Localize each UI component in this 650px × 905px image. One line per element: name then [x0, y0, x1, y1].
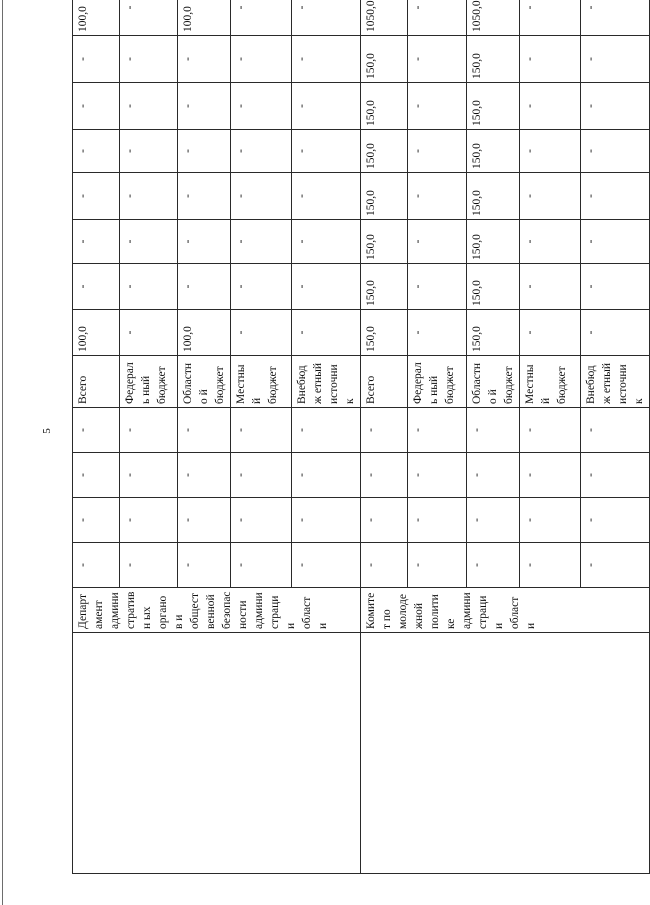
value-cell: -: [408, 264, 467, 310]
value-cell: -: [73, 83, 120, 130]
value-cell: -: [408, 173, 467, 220]
value-cell: -: [520, 220, 581, 264]
funding-source-cell: Внебюдж етный источник: [581, 356, 650, 408]
value-cell: -: [361, 453, 408, 498]
funding-source-cell: Всего: [73, 356, 120, 408]
value-cell: 100,0: [73, 0, 120, 36]
value-cell: -: [581, 83, 650, 130]
value-cell: -: [520, 130, 581, 173]
budget-table: [72, 0, 650, 874]
funding-source-cell: Внебюдж етный источник: [292, 356, 361, 408]
value-cell: -: [120, 83, 178, 130]
value-cell: -: [520, 498, 581, 543]
department-cell: Комитет по молодежной политике администрации области: [361, 588, 650, 633]
value-cell: -: [408, 408, 467, 453]
value-cell: 150,0: [467, 264, 520, 310]
value-cell: -: [178, 130, 231, 173]
value-cell: 100,0: [178, 310, 231, 356]
blank-cell: [73, 633, 361, 874]
value-cell: 100,0: [73, 310, 120, 356]
value-cell: -: [292, 408, 361, 453]
value-cell: -: [178, 453, 231, 498]
value-cell: -: [120, 264, 178, 310]
value-cell: 150,0: [361, 220, 408, 264]
value-cell: -: [178, 220, 231, 264]
value-cell: -: [408, 0, 467, 36]
value-cell: -: [120, 453, 178, 498]
value-cell: -: [520, 173, 581, 220]
value-cell: -: [292, 83, 361, 130]
value-cell: -: [292, 264, 361, 310]
value-cell: -: [408, 498, 467, 543]
value-cell: -: [361, 498, 408, 543]
value-cell: -: [520, 453, 581, 498]
value-cell: -: [231, 83, 292, 130]
value-cell: -: [581, 543, 650, 588]
value-cell: -: [73, 130, 120, 173]
value-cell: -: [231, 310, 292, 356]
value-cell: 150,0: [467, 130, 520, 173]
value-cell: 1050,0: [361, 0, 408, 36]
value-cell: -: [467, 498, 520, 543]
value-cell: -: [292, 0, 361, 36]
funding-source-cell: Федераль ный бюджет: [120, 356, 178, 408]
value-cell: -: [178, 498, 231, 543]
funding-source-cell: Местный бюджет: [520, 356, 581, 408]
value-cell: -: [231, 543, 292, 588]
value-cell: -: [120, 173, 178, 220]
value-cell: 150,0: [361, 36, 408, 83]
value-cell: -: [178, 408, 231, 453]
rotated-page-content: [72, 0, 645, 874]
value-cell: 150,0: [467, 310, 520, 356]
value-cell: -: [120, 498, 178, 543]
value-cell: -: [581, 408, 650, 453]
value-cell: -: [120, 310, 178, 356]
value-cell: -: [231, 498, 292, 543]
value-cell: -: [231, 0, 292, 36]
value-cell: -: [120, 543, 178, 588]
value-cell: 150,0: [467, 220, 520, 264]
value-cell: -: [231, 264, 292, 310]
value-cell: -: [408, 220, 467, 264]
value-cell: 150,0: [361, 264, 408, 310]
value-cell: -: [520, 408, 581, 453]
blank-cell: [361, 633, 650, 874]
value-cell: -: [292, 498, 361, 543]
value-cell: -: [73, 173, 120, 220]
value-cell: -: [581, 264, 650, 310]
value-cell: -: [520, 36, 581, 83]
funding-source-cell: Областно й бюджет: [467, 356, 520, 408]
page-edge-line: [2, 0, 3, 905]
value-cell: -: [520, 83, 581, 130]
value-cell: -: [467, 453, 520, 498]
value-cell: -: [231, 130, 292, 173]
table-row: [73, 0, 120, 874]
value-cell: -: [581, 498, 650, 543]
value-cell: -: [292, 310, 361, 356]
value-cell: 150,0: [361, 310, 408, 356]
value-cell: 150,0: [467, 173, 520, 220]
value-cell: -: [120, 408, 178, 453]
value-cell: -: [73, 543, 120, 588]
value-cell: -: [292, 220, 361, 264]
value-cell: -: [467, 543, 520, 588]
value-cell: -: [231, 408, 292, 453]
value-cell: -: [581, 130, 650, 173]
value-cell: -: [178, 264, 231, 310]
value-cell: 150,0: [361, 83, 408, 130]
value-cell: 150,0: [361, 173, 408, 220]
value-cell: 1050,0: [467, 0, 520, 36]
value-cell: -: [120, 130, 178, 173]
value-cell: -: [73, 36, 120, 83]
value-cell: 150,0: [467, 83, 520, 130]
table-row: [361, 0, 408, 874]
value-cell: -: [361, 543, 408, 588]
value-cell: -: [231, 173, 292, 220]
value-cell: -: [361, 408, 408, 453]
value-cell: -: [408, 310, 467, 356]
value-cell: -: [520, 543, 581, 588]
value-cell: -: [408, 130, 467, 173]
value-cell: -: [178, 543, 231, 588]
value-cell: -: [581, 453, 650, 498]
value-cell: -: [73, 453, 120, 498]
value-cell: -: [178, 36, 231, 83]
value-cell: -: [73, 498, 120, 543]
value-cell: -: [73, 408, 120, 453]
value-cell: -: [292, 173, 361, 220]
value-cell: -: [120, 220, 178, 264]
value-cell: -: [581, 173, 650, 220]
value-cell: -: [292, 453, 361, 498]
value-cell: -: [231, 453, 292, 498]
value-cell: -: [292, 36, 361, 83]
value-cell: -: [581, 0, 650, 36]
value-cell: -: [581, 310, 650, 356]
value-cell: -: [120, 0, 178, 36]
value-cell: -: [73, 264, 120, 310]
funding-source-cell: Местный бюджет: [231, 356, 292, 408]
value-cell: -: [467, 408, 520, 453]
value-cell: -: [520, 264, 581, 310]
value-cell: -: [520, 310, 581, 356]
table-body: [73, 0, 650, 874]
value-cell: -: [292, 543, 361, 588]
value-cell: -: [178, 83, 231, 130]
page-number: 5: [40, 428, 53, 434]
value-cell: -: [120, 36, 178, 83]
value-cell: -: [178, 173, 231, 220]
value-cell: -: [292, 130, 361, 173]
value-cell: -: [231, 220, 292, 264]
funding-source-cell: Всего: [361, 356, 408, 408]
value-cell: 150,0: [361, 130, 408, 173]
value-cell: -: [73, 220, 120, 264]
value-cell: -: [408, 543, 467, 588]
value-cell: -: [408, 83, 467, 130]
funding-source-cell: Федераль ный бюджет: [408, 356, 467, 408]
value-cell: -: [581, 220, 650, 264]
value-cell: -: [408, 453, 467, 498]
department-cell: Департамент административн ых органов и общественной безопасности администрации области: [73, 588, 361, 633]
value-cell: 100,0: [178, 0, 231, 36]
value-cell: -: [520, 0, 581, 36]
value-cell: -: [581, 36, 650, 83]
value-cell: 150,0: [467, 36, 520, 83]
value-cell: -: [408, 36, 467, 83]
value-cell: -: [231, 36, 292, 83]
funding-source-cell: Областно й бюджет: [178, 356, 231, 408]
